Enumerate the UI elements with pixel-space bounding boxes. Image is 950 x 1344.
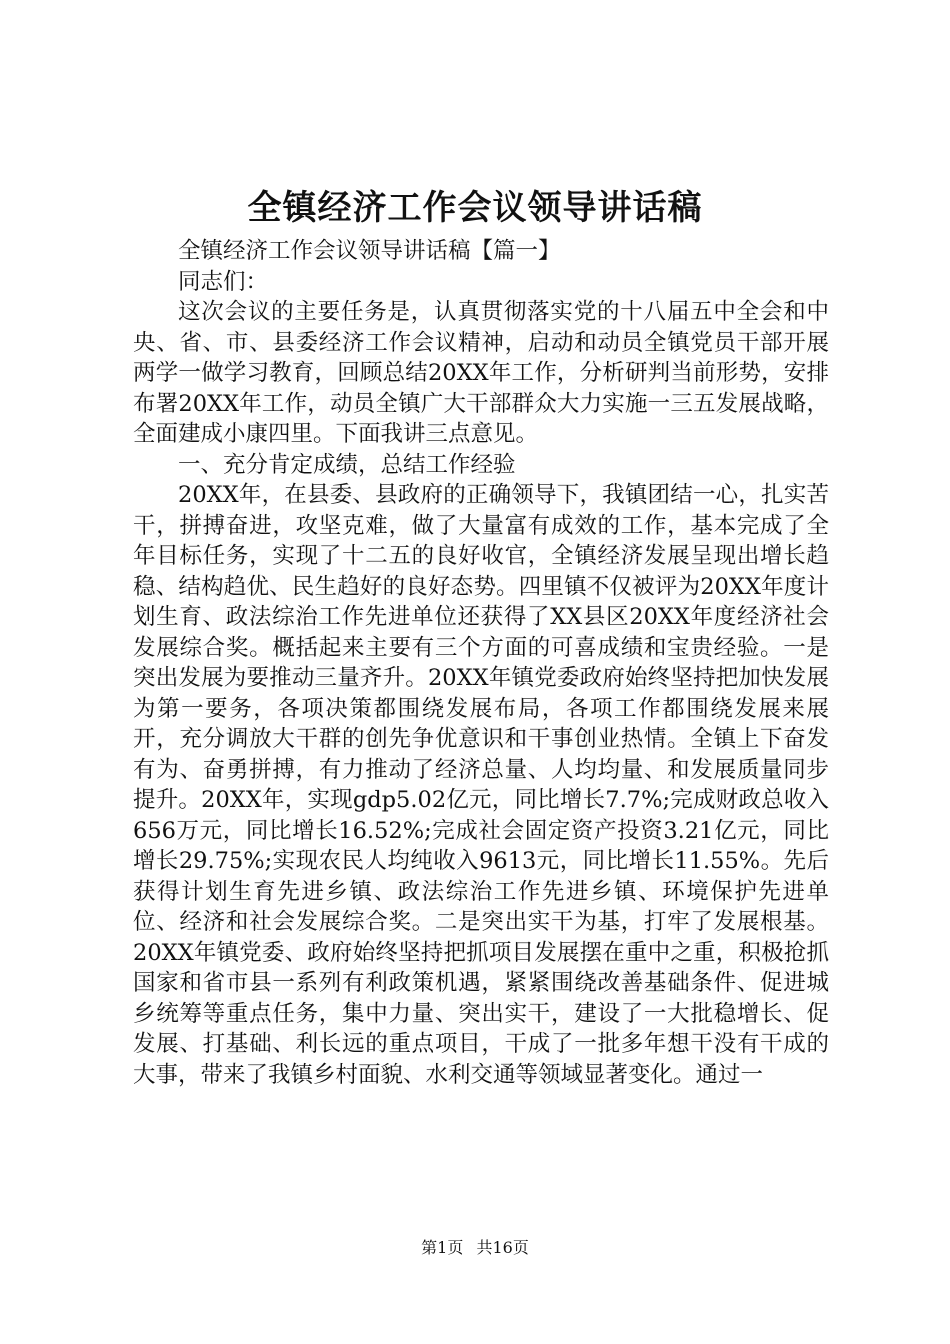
page-total: 共16页 <box>476 1238 529 1257</box>
document-body <box>133 236 829 1090</box>
paragraph: 20XX年，在县委、县政府的正确领导下，我镇团结一心，扎实苦干，拼搏奋进，攻坚克难，做了大量富有成效的工作，基本完成了全年目标任务，实现了十二五的良好收官，全镇经济发展呈现出增长趋稳、结构趋优、民生趋好的良好态势。四里镇不仅被评为20XX年度计划生育、政法综治工作先进单位还获得了XX县区20XX年度经济社会发展综合奖。概括起来主要有三个方面的可喜成绩和宝贵经验。一是突出发展为要推动三量齐升。20XX年镇党委政府始终坚持把加快发展为第一要务，各项决策都围绕发展布局，各项工作都围绕发展来展开，充分调放大干群的创先争优意识和干事创业热情。全镇上下奋发有为、奋勇拼搏，有力推动了经济总量、人均均量、和发展质量同步提升。20XX年，实现gdp5.02亿元，同比增长7.7%;完成财政总收入656万元，同比增长16.52%;完成社会固定资产投资3.21亿元，同比增长29.75%;实现农民人均纯收入9613元，同比增长11.55%。先后获得计划生育先进乡镇、政法综治工作先进乡镇、环境保护先进单位、经济和社会发展综合奖。二是突出实干为基，打牢了发展根基。20XX年镇党委、政府始终坚持把抓项目发展摆在重中之重，积极抢抓国家和省市县一系列有利政策机遇，紧紧围绕改善基础条件、促进城乡统筹等重点任务，集中力量、突出实干，建设了一大批稳增长、促发展、打基础、利长远的重点项目，干成了一批多年想干没有干成的大事，带来了我镇乡村面貌、水利交通等领域显著变化。通过一 <box>133 482 829 1088</box>
section-heading: 全镇经济工作会议领导讲话稿【篇一】 <box>178 238 561 264</box>
paragraph: 这次会议的主要任务是，认真贯彻落实党的十八届五中全会和中央、省、市、县委经济工作会议精神，启动和动员全镇党员干部开展两学一做学习教育，回顾总结20XX年工作，分析研判当前形势，安排布署20XX年工作，动员全镇广大干部群众大力实施一三五发展战略，全面建成小康四里。下面我讲三点意见。 <box>133 299 829 447</box>
page-number: 第1页 <box>421 1238 464 1257</box>
page-footer <box>0 1237 950 1259</box>
document-title: 全镇经济工作会议领导讲话稿 <box>247 188 703 228</box>
salutation: 同志们： <box>178 268 269 295</box>
subsection-heading: 一、充分肯定成绩，总结工作经验 <box>178 451 516 478</box>
